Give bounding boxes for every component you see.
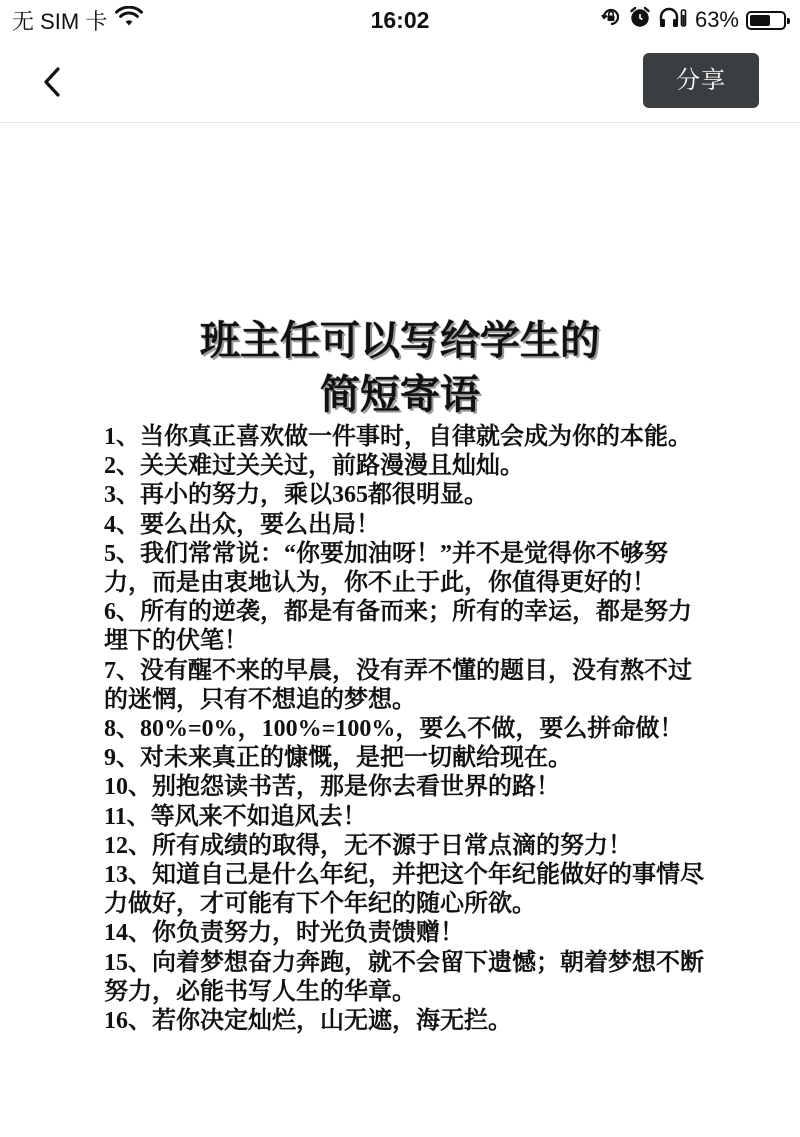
list-item: 6、所有的逆袭，都是有备而来；所有的幸运，都是努力埋下的伏笔！ [104,599,692,655]
battery-level-fill [750,15,770,26]
list-item: 2、关关难过关关过，前路漫漫且灿灿。 [104,453,524,480]
headphones-icon [658,6,688,34]
list-item: 13、知道自己是什么年纪，并把这个年纪能做好的事情尽力做好，才可能有下个年纪的随心所欲。 [104,862,704,918]
list-item: 14、你负责努力，时光负责馈赠！ [104,920,464,947]
chevron-left-icon [40,66,64,98]
list-item: 5、我们常常说：“你要加油呀！”并不是觉得你不够努力，而是由衷地认为，你不止于此，你值得更好的！ [104,540,668,597]
list-item: 4、要么出众，要么出局！ [104,511,380,538]
back-button[interactable] [30,62,74,102]
battery-cap [787,18,790,24]
list-item: 8、80%=0%，100%=100%，要么不做，要么拼命做！ [104,716,684,743]
list-item: 10、别抱怨读书苦，那是你去看世界的路！ [104,774,560,801]
list-item: 12、所有成绩的取得，无不源于日常点滴的努力！ [104,832,632,859]
list-item: 3、再小的努力，乘以365都很明显。 [104,482,488,509]
article-title-line-2: 简短寄语 [320,372,480,418]
list-item: 16、若你决定灿烂，山无遮，海无拦。 [104,1008,512,1035]
article-title-line-1: 班主任可以写给学生的 [200,318,600,364]
list-item: 9、对未来真正的慷慨，是把一切献给现在。 [104,745,572,772]
status-bar [0,0,800,42]
alarm-icon [629,6,651,34]
article-title [100,314,700,422]
list-item: 1、当你真正喜欢做一件事时，自律就会成为你的本能。 [104,424,692,450]
battery-icon [746,11,786,30]
battery-percent: 63% [694,7,739,32]
status-bar-right [600,6,786,34]
article-body [104,423,704,1036]
navigation-bar [0,42,800,123]
list-item: 7、没有醒不来的早晨，没有弄不懂的题目，没有熬不过的迷惘，只有不想追的梦想。 [104,657,692,713]
orientation-lock-icon [600,6,622,34]
status-time: 16:02 [370,7,430,33]
list-item: 11、等风来不如追风去！ [104,803,367,830]
list-item: 15、向着梦想奋力奔跑，就不会留下遗憾；朝着梦想不断努力，必能书写人生的华章。 [104,949,704,1005]
share-button[interactable]: 分享 [643,53,759,108]
carrier-label: 无 SIM 卡 [12,8,108,34]
